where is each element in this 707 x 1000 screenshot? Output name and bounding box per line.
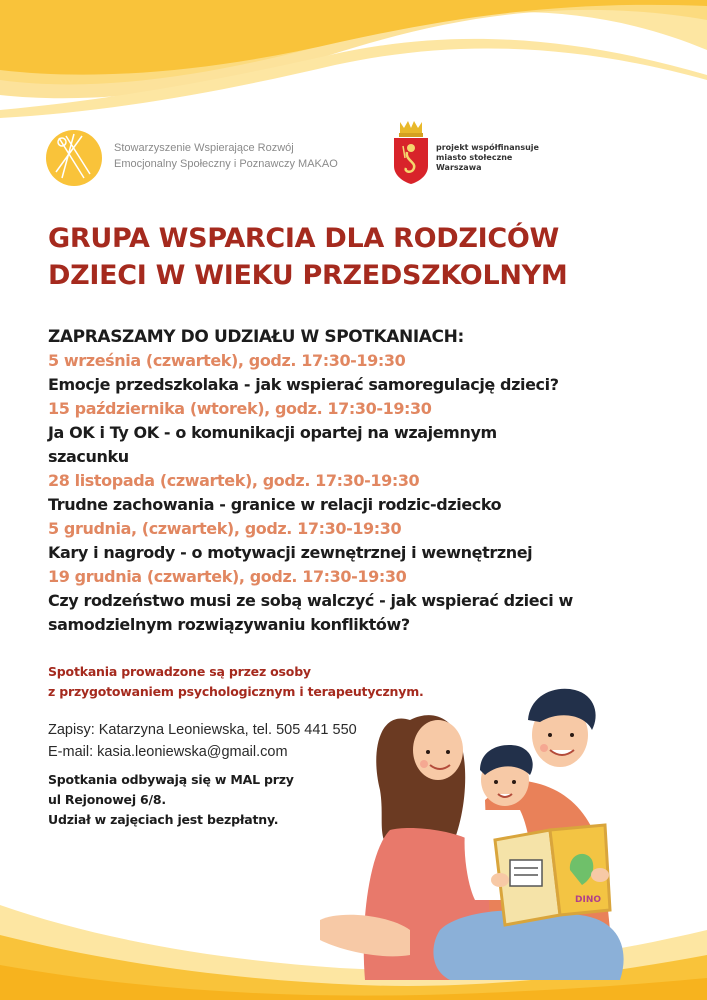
cofund-line2: miasto stołeczne [436,153,513,162]
session-date: 19 grudnia (czwartek), godz. 17:30-19:30 [48,567,407,586]
makao-logo-icon [44,128,104,188]
program-heading: ZAPRASZAMY DO UDZIAŁU W SPOTKANIACH: [48,327,464,347]
venue-line3: Udział w zajęciach jest bezpłatny. [48,812,279,827]
org-name-line2: Emocjonalny Społeczny i Poznawczy MAKAO [114,158,338,170]
session-topic: Kary i nagrody - o motywacji zewnętrznej i wewnętrznej [48,543,533,562]
session-topic: Emocje przedszkolaka - jak wspierać samoregulację dzieci? [48,375,559,394]
session-date: 5 grudnia, (czwartek), godz. 17:30-19:30 [48,519,402,538]
book-label: DINO [575,895,602,905]
warsaw-crest-icon [392,118,430,184]
session-date: 15 października (wtorek), godz. 17:30-19:30 [48,399,432,418]
family-reading-illustration [300,680,640,1000]
cofund-line3: Warszawa [436,163,482,172]
poster-title [48,220,568,294]
organization-name [114,140,338,172]
session-topic: Czy rodzeństwo musi ze sobą walczyć - jak wspierać dzieci w [48,591,573,610]
session-date: 5 września (czwartek), godz. 17:30-19:30 [48,351,406,370]
leaders-line1: Spotkania prowadzone są przez osoby [48,664,311,679]
session-topic-continued: szacunku [48,447,129,466]
meeting-program [48,325,628,637]
session-date: 28 listopada (czwartek), godz. 17:30-19:30 [48,471,420,490]
session-topic: Ja OK i Ty OK - o komunikacji opartej na wzajemnym [48,423,497,442]
signup-contact: Zapisy: Katarzyna Leoniewska, tel. 505 441 550 [48,722,357,738]
venue-info [48,770,294,830]
email-contact[interactable]: E-mail: kasia.leoniewska@gmail.com [48,744,288,760]
title-line2: DZIECI W WIEKU PRZEDSZKOLNYM [48,260,568,291]
venue-line2: ul Rejonowej 6/8. [48,792,166,807]
cofunding-note [436,143,539,173]
leaders-line2: z przygotowaniem psychologicznym i terapeutycznym. [48,684,424,699]
cofund-line1: projekt współfinansuje [436,143,539,152]
venue-line1: Spotkania odbywają się w MAL przy [48,772,294,787]
title-line1: GRUPA WSPARCIA DLA RODZICÓW [48,223,560,254]
session-topic-continued: samodzielnym rozwiązywaniu konfliktów? [48,615,410,634]
org-name-line1: Stowarzyszenie Wspierające Rozwój [114,142,294,154]
session-topic: Trudne zachowania - granice w relacji rodzic-dziecko [48,495,502,514]
